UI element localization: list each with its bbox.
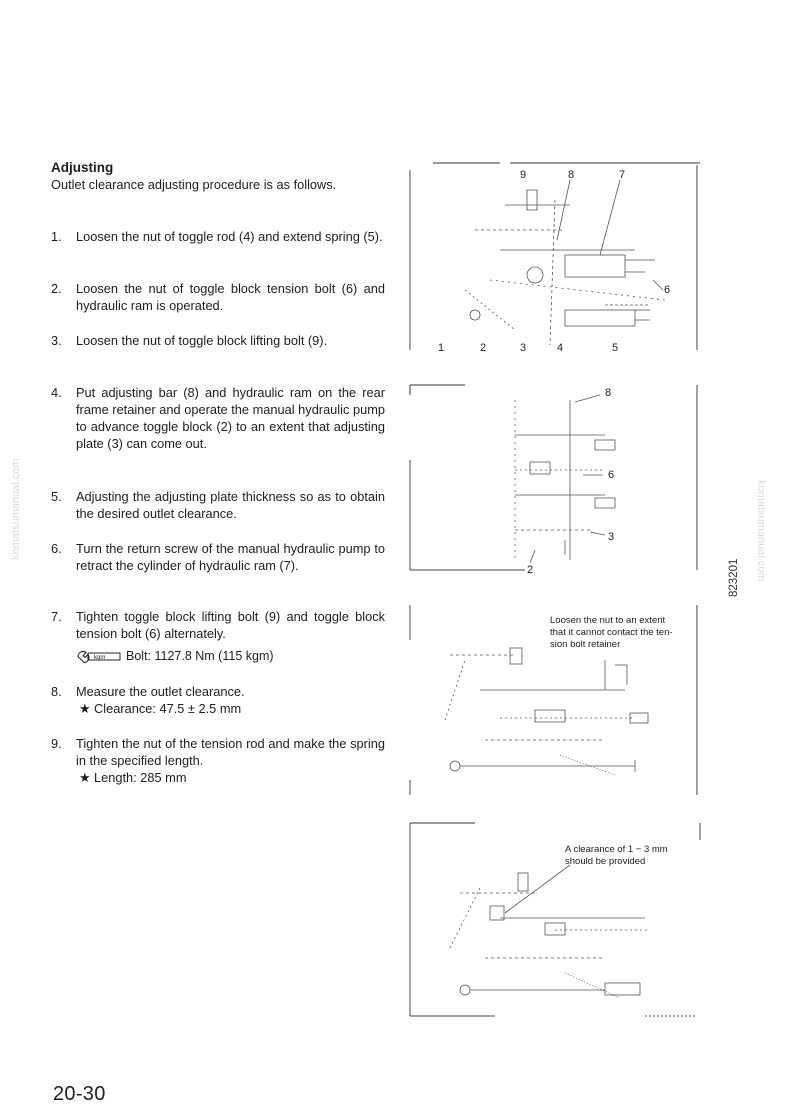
intro-text: Outlet clearance adjusting procedure is as follows. <box>51 177 337 192</box>
step-text: Loosen the nut of toggle block lifting bolt (9). <box>76 333 328 348</box>
step-8 <box>51 683 385 717</box>
figure-2-adjusting-plate <box>405 380 705 580</box>
section-heading: Adjusting <box>51 160 114 175</box>
step-text: Tighten toggle block lifting bolt (9) and toggle block tension bolt (6) alternately. <box>76 609 385 641</box>
figure-3-tension-bolt <box>405 600 705 800</box>
watermark-right: komatsumanual.com <box>755 480 767 582</box>
label-5: 5 <box>612 342 619 354</box>
torque-unit: kgm <box>94 655 106 661</box>
step-number: 7. <box>51 609 62 624</box>
label-1: 1 <box>438 342 445 354</box>
step-number: 9. <box>51 736 62 751</box>
step-text: Turn the return screw of the manual hydraulic pump to retract the cylinder of hydraulic ram (7). <box>76 541 385 573</box>
length-spec: ★ Length: 285 mm <box>79 770 187 785</box>
label-7: 7 <box>619 169 626 181</box>
step-number: 1. <box>51 229 62 244</box>
step-text: Tighten the nut of the tension rod and make the spring in the specified length. <box>76 736 385 768</box>
step-text: Loosen the nut of toggle rod (4) and extend spring (5). <box>76 229 383 244</box>
callout-line-3: sion bolt retainer <box>550 639 621 650</box>
step-number: 3. <box>51 333 62 348</box>
step-text: Measure the outlet clearance. <box>76 684 245 699</box>
step-number: 2. <box>51 281 62 296</box>
step-6 <box>51 540 385 574</box>
step-7 <box>51 608 385 665</box>
step-3 <box>51 332 385 349</box>
clearance-spec: ★ Clearance: 47.5 ± 2.5 mm <box>79 701 242 716</box>
step-number: 4. <box>51 385 62 400</box>
label-8: 8 <box>568 169 575 181</box>
step-4 <box>51 384 385 452</box>
label-6: 6 <box>664 284 671 296</box>
figure-4-lifting-bolt-clearance <box>405 818 705 1023</box>
label-3: 3 <box>520 342 527 354</box>
step-text: Loosen the nut of toggle block tension bolt (6) and hydraulic ram is operated. <box>76 281 385 313</box>
step-text: Put adjusting bar (8) and hydraulic ram on the rear frame retainer and operate the manual hydraulic pump to advance toggle block (2) to an extent that adjusting plate (3) can come out. <box>76 385 385 451</box>
step-number: 8. <box>51 684 62 699</box>
step-number: 5. <box>51 489 62 504</box>
label-4: 4 <box>557 342 564 354</box>
step-2 <box>51 280 385 314</box>
label-9: 9 <box>520 169 527 181</box>
step-1 <box>51 228 385 245</box>
label-2: 2 <box>527 564 534 576</box>
figure-code: 823201 <box>728 558 740 597</box>
torque-spec <box>76 648 385 665</box>
step-5 <box>51 488 385 522</box>
step-text: Adjusting the adjusting plate thickness so as to obtain the desired outlet clearance. <box>76 489 385 521</box>
watermark-left: komatsumanual.com <box>10 458 22 560</box>
step-9 <box>51 735 385 786</box>
label-3: 3 <box>608 531 615 543</box>
label-8: 8 <box>605 387 612 399</box>
torque-wrench-icon <box>76 650 122 663</box>
callout-line-2: that it cannot contact the ten- <box>550 627 673 638</box>
page-number: 20-30 <box>53 1083 106 1105</box>
label-2: 2 <box>480 342 487 354</box>
figure-1-toggle-assembly <box>405 160 705 360</box>
callout-line-1: Loosen the nut to an extent <box>550 615 666 626</box>
label-6: 6 <box>608 469 615 481</box>
torque-value: Bolt: 1127.8 Nm (115 kgm) <box>126 649 274 663</box>
step-number: 6. <box>51 541 62 556</box>
callout-line-2: should be provided <box>565 856 646 867</box>
callout-line-1: A clearance of 1 − 3 mm <box>565 844 668 855</box>
